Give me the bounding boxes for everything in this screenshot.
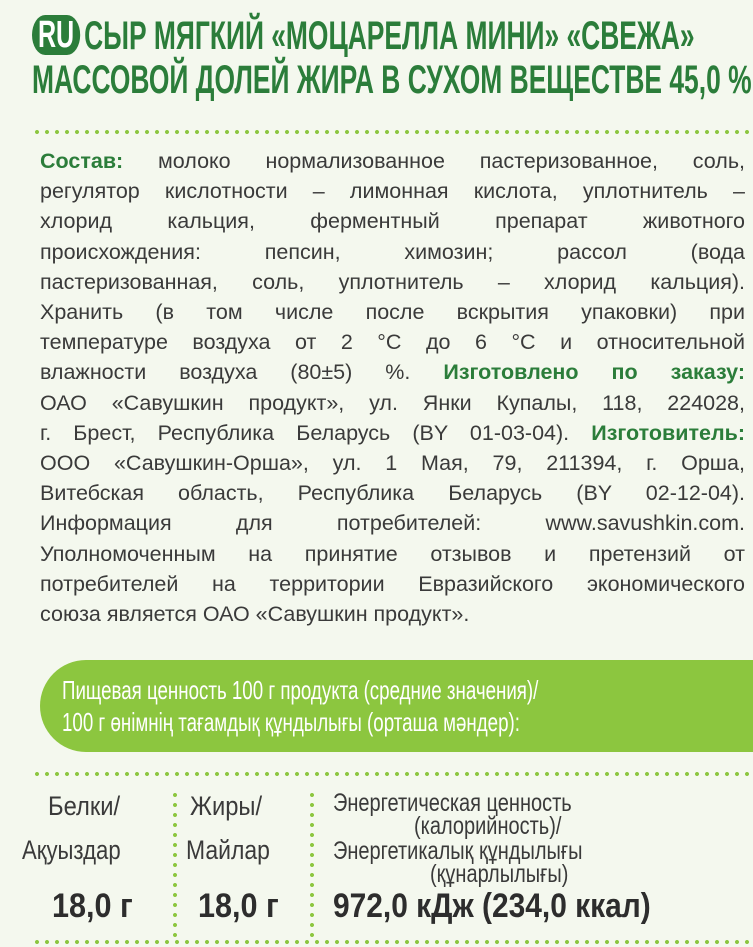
nutrition-heading-ru: Пищевая ценность 100 г продукта (средние значения)/ [62,675,539,705]
storage-line: температуре воздуха от 2 °С до 6 °С и относительной [40,330,745,355]
info-line: Уполномоченным на принятие отзывов и претензий от [40,541,745,566]
address-line: г. Брест, Республика Беларусь (BY 01-03-04). Изготовитель: [40,420,745,445]
info-line: союза является ОАО «Савушкин продукт». [40,602,470,627]
composition-line: регулятор кислотности – лимонная кислота, уплотнитель – [40,179,745,204]
fat-label-ru: Жиры/ [190,791,263,821]
product-title [32,14,752,102]
dotted-divider-bottom [32,940,753,944]
language-badge: RU [32,15,80,55]
dotted-divider-top [32,130,753,134]
composition-line: пастеризованная, соль, уплотнитель – хлорид кальция). [40,269,745,294]
energy-label-ru: Энергетическая ценность [333,789,572,817]
storage-line: Хранить (в том числе после вскрытия упаковки) при [40,300,745,325]
address-line: Витебская область, Республика Беларусь (BY 02-12-04). [40,481,745,506]
title-line-1 [32,14,745,58]
composition-line: происхождения: пепсин, химозин; рассол (вода [40,239,745,264]
fat-value: 18,0 г [198,887,279,925]
nutrition-heading-pill [40,660,753,752]
made-to-order-label: Изготовлено по заказу: [443,360,745,385]
composition-text [40,146,745,629]
nutrition-heading-kz: 100 г өнімнің тағамдық құндылығы (орташа мәндер): [62,707,520,737]
dotted-column-separator [173,790,177,940]
protein-label-ru: Белки/ [48,791,121,821]
composition-line: хлорид кальция, ферментный препарат животного [40,209,745,234]
energy-label-kz-sub: (құнарлылығы) [430,860,569,888]
address-line: ООО «Савушкин-Орша», ул. 1 Мая, 79, 211394, г. Орша, [40,451,745,476]
protein-value: 18,0 г [52,887,133,925]
fat-label-kz: Майлар [186,835,270,865]
energy-label-kz: Энергетикалық құндылығы [333,837,583,865]
address-line: ОАО «Савушкин продукт», ул. Янки Купалы, 118, 224028, [40,390,745,415]
title-text-1: СЫР МЯГКИЙ «МОЦАРЕЛЛА МИНИ» «СВЕЖА» [84,14,695,58]
composition-line: Состав: молоко нормализованное пастеризованное, соль, [40,149,745,173]
energy-label-calories: (калорийность)/ [414,812,562,840]
dotted-divider-middle [32,772,753,776]
protein-label-kz: Ақуыздар [22,835,121,865]
composition-label: Состав: [40,149,124,173]
dotted-column-separator [310,790,314,940]
storage-line: влажности воздуха (80±5) %. Изготовлено по заказу: [40,360,745,385]
info-line: потребителей на территории Евразийского экономического [40,571,745,596]
manufacturer-label: Изготовитель: [591,420,745,445]
title-line-2: МАССОВОЙ ДОЛЕЙ ЖИРА В СУХОМ ВЕЩЕСТВЕ 45,0 % [32,58,752,102]
energy-value: 972,0 кДж (234,0 ккал) [333,887,651,925]
info-line: Информация для потребителей: www.savushkin.com. [40,511,745,536]
